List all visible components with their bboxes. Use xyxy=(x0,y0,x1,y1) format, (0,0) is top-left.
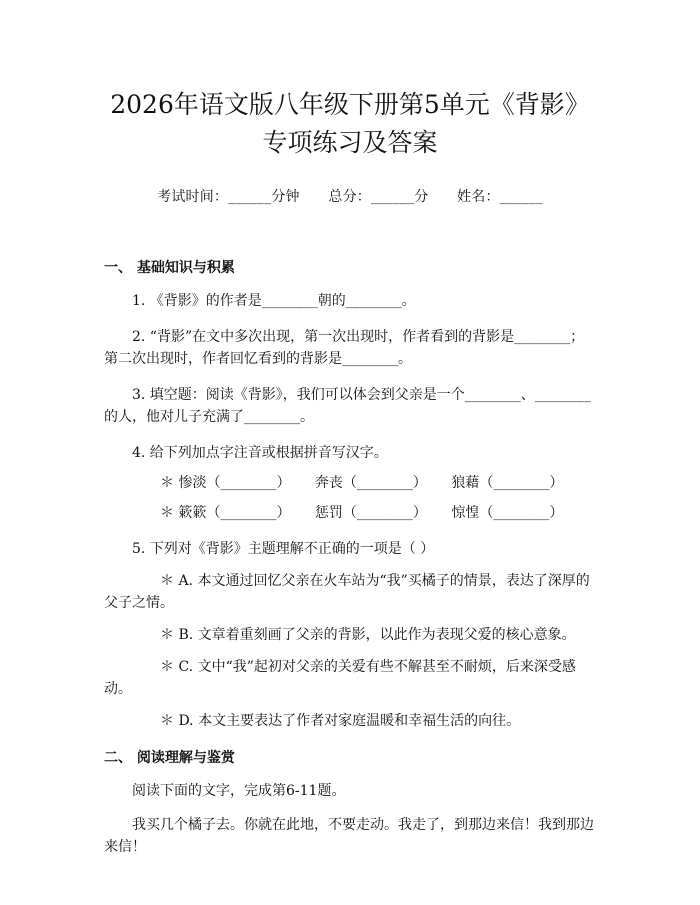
word-item: 惊惶（________） xyxy=(451,505,564,521)
word-item: 狼藉（________） xyxy=(451,475,564,491)
option-c: ＊ C. 文中“我”起初对父亲的关爱有些不解甚至不耐烦，后来深受感动。 xyxy=(104,659,576,697)
exam-score: 总分：______分 xyxy=(328,189,429,205)
reading-passage: 我买几个橘子去。你就在此地，不要走动。我走了，到那边来信！我到那边来信！ xyxy=(104,817,594,855)
reading-intro: 阅读下面的文字，完成第6-11题。 xyxy=(132,783,346,799)
student-name: 姓名：______ xyxy=(457,189,543,205)
word-row-2 xyxy=(160,502,596,524)
word-item: ＊ 惨淡（________） xyxy=(160,475,291,491)
question-4: 4. 给下列加点字注音或根据拼音写汉字。 xyxy=(132,445,388,461)
exam-time: 考试时间：______分钟 xyxy=(157,189,300,205)
option-a: ＊ A. 本文通过回忆父亲在火车站为“我”买橘子的情景，表达了深厚的父子之情。 xyxy=(104,573,590,611)
word-item: 惩罚（________） xyxy=(314,505,427,521)
title-line-2: 专项练习及答案 xyxy=(262,128,438,157)
question-3: 3. 填空题：阅读《背影》，我们可以体会到父亲是一个________、________的人，他对儿子充满了________。 xyxy=(104,387,591,425)
exam-meta xyxy=(104,186,596,206)
question-1: 1. 《背影》的作者是________朝的________。 xyxy=(132,293,416,309)
section-heading-2: 二、 阅读理解与鉴赏 xyxy=(104,750,235,766)
word-item: 奔丧（________） xyxy=(314,475,427,491)
word-row-1 xyxy=(160,472,596,494)
title-line-1: 2026年语文版八年级下册第5单元《背影》 xyxy=(110,90,590,119)
option-b: ＊ B. 文章着重刻画了父亲的背影，以此作为表现父爱的核心意象。 xyxy=(160,627,576,643)
question-2: 2. “背影”在文中多次出现，第一次出现时，作者看到的背影是________；第二次出现时，作者回忆看到的背影是________。 xyxy=(104,329,585,367)
section-heading-1: 一、 基础知识与积累 xyxy=(104,260,235,276)
option-d: ＊ D. 本文主要表达了作者对家庭温暖和幸福生活的向往。 xyxy=(160,713,521,729)
word-list xyxy=(104,472,596,524)
question-5: 5. 下列对《背影》主题理解不正确的一项是（ ） xyxy=(132,541,435,557)
document-title xyxy=(104,0,596,162)
word-item: ＊ 簌簌（________） xyxy=(160,505,291,521)
